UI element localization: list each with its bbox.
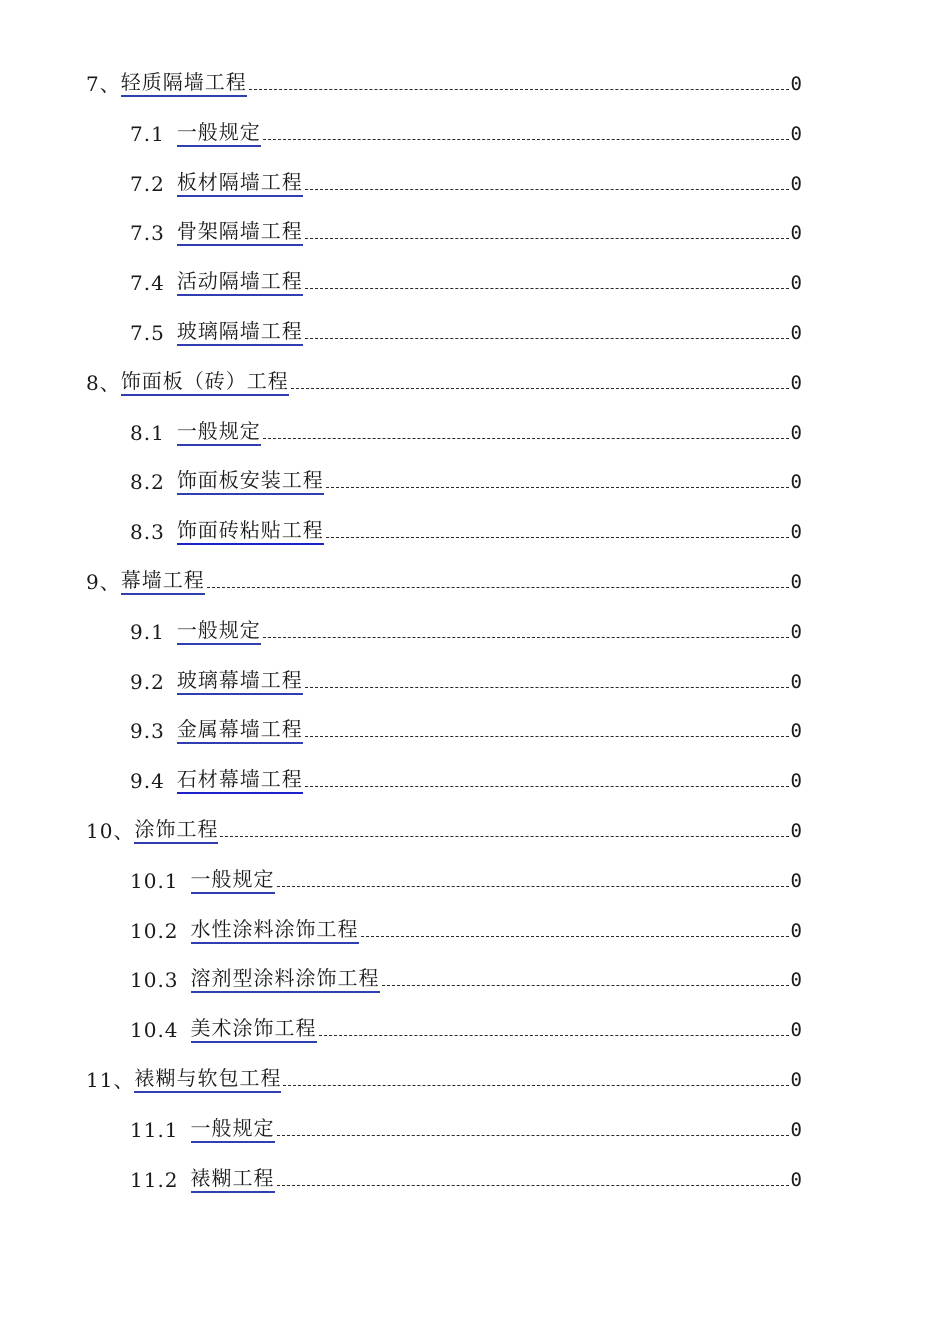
toc-entry-link[interactable]: 玻璃隔墙工程 [177, 318, 303, 346]
toc-chapter-entry[interactable] [0, 57, 950, 107]
toc-entry-number: 10、 [86, 818, 135, 843]
toc-section-entry[interactable] [0, 704, 950, 754]
dot-leader [283, 1085, 788, 1086]
toc-entry-number: 11.1 [130, 1117, 179, 1142]
toc-chapter-entry[interactable] [0, 555, 950, 605]
toc-section-entry[interactable] [0, 157, 950, 207]
toc-entry-line [130, 716, 802, 744]
toc-entry-number: 10.1 [130, 868, 179, 893]
toc-entry-line [130, 866, 802, 894]
toc-entry-line [130, 119, 802, 147]
toc-entry-line [130, 617, 802, 645]
toc-entry-line [130, 1165, 802, 1193]
toc-entry-link[interactable]: 玻璃幕墙工程 [177, 667, 303, 695]
dot-leader [305, 338, 789, 339]
toc-page-number: 0 [790, 272, 802, 295]
dot-leader [291, 388, 789, 389]
table-of-contents [0, 57, 950, 1202]
toc-entry-line [130, 965, 802, 993]
toc-entry-line [130, 766, 802, 794]
toc-entry-link[interactable]: 涂饰工程 [134, 816, 218, 844]
toc-entry-number: 8.1 [130, 420, 165, 445]
toc-section-entry[interactable] [0, 953, 950, 1003]
toc-entry-link[interactable]: 一般规定 [191, 866, 275, 894]
dot-leader [382, 985, 789, 986]
dot-leader [361, 936, 789, 937]
toc-entry-number: 8.3 [130, 520, 165, 545]
toc-entry-number: 9、 [86, 569, 121, 594]
dot-leader [249, 89, 789, 90]
toc-section-entry[interactable] [0, 306, 950, 356]
toc-page-number: 0 [790, 1168, 802, 1191]
dot-leader [305, 238, 789, 239]
toc-page-number: 0 [790, 122, 802, 145]
toc-page-number: 0 [790, 421, 802, 444]
toc-entry-number: 8、 [86, 370, 121, 395]
dot-leader [319, 1035, 789, 1036]
toc-entry-number: 10.2 [130, 918, 179, 943]
toc-entry-number: 9.3 [130, 719, 165, 744]
toc-page-number: 0 [790, 969, 802, 992]
dot-leader [263, 438, 789, 439]
toc-entry-link[interactable]: 一般规定 [177, 119, 261, 147]
toc-entry-line [130, 916, 802, 944]
toc-entry-link[interactable]: 一般规定 [177, 617, 261, 645]
toc-page-number: 0 [790, 819, 802, 842]
toc-entry-link[interactable]: 溶剂型涂料涂饰工程 [191, 965, 380, 993]
toc-entry-number: 10.3 [130, 968, 179, 993]
dot-leader [220, 836, 788, 837]
toc-entry-line [86, 816, 802, 844]
toc-page-number: 0 [790, 321, 802, 344]
dot-leader [263, 139, 789, 140]
toc-page-number: 0 [790, 869, 802, 892]
toc-entry-link[interactable]: 轻质隔墙工程 [121, 69, 247, 97]
toc-entry-line [130, 517, 802, 545]
toc-entry-link[interactable]: 裱糊工程 [191, 1165, 275, 1193]
toc-entry-line [130, 1015, 802, 1043]
toc-entry-number: 7.3 [130, 221, 165, 246]
toc-section-entry[interactable] [0, 605, 950, 655]
toc-entry-number: 7.2 [130, 171, 165, 196]
toc-entry-number: 11、 [86, 1067, 135, 1092]
toc-entry-line [86, 1065, 802, 1093]
toc-section-entry[interactable] [0, 206, 950, 256]
toc-page-number: 0 [790, 471, 802, 494]
toc-chapter-entry[interactable] [0, 1053, 950, 1103]
dot-leader [305, 189, 789, 190]
toc-entry-link[interactable]: 活动隔墙工程 [177, 268, 303, 296]
dot-leader [263, 637, 789, 638]
toc-entry-number: 7.5 [130, 320, 165, 345]
toc-page-number: 0 [790, 570, 802, 593]
toc-entry-number: 9.1 [130, 619, 165, 644]
toc-page-number: 0 [790, 720, 802, 743]
toc-page-number: 0 [790, 1019, 802, 1042]
toc-entry-link[interactable]: 石材幕墙工程 [177, 766, 303, 794]
toc-page-number: 0 [790, 670, 802, 693]
toc-section-entry[interactable] [0, 107, 950, 157]
toc-section-entry[interactable] [0, 455, 950, 505]
toc-section-entry[interactable] [0, 505, 950, 555]
toc-entry-link[interactable]: 幕墙工程 [121, 567, 205, 595]
dot-leader [305, 736, 789, 737]
toc-page-number: 0 [790, 620, 802, 643]
toc-page-number: 0 [790, 371, 802, 394]
toc-entry-line [130, 1115, 802, 1143]
toc-section-entry[interactable] [0, 256, 950, 306]
toc-section-entry[interactable] [0, 1103, 950, 1153]
toc-entry-number: 7.1 [130, 121, 165, 146]
dot-leader [305, 687, 789, 688]
dot-leader [326, 537, 789, 538]
toc-entry-line [130, 418, 802, 446]
toc-entry-line [130, 467, 802, 495]
toc-chapter-entry[interactable] [0, 356, 950, 406]
toc-entry-link[interactable]: 饰面板安装工程 [177, 467, 324, 495]
toc-entry-link[interactable]: 裱糊与软包工程 [134, 1065, 281, 1093]
toc-page-number: 0 [790, 222, 802, 245]
toc-entry-line [86, 69, 802, 97]
toc-entry-link[interactable]: 骨架隔墙工程 [177, 218, 303, 246]
toc-entry-link[interactable]: 饰面板（砖）工程 [121, 368, 289, 396]
toc-entry-link[interactable]: 水性涂料涂饰工程 [191, 916, 359, 944]
dot-leader [277, 1185, 789, 1186]
toc-page-number: 0 [790, 73, 802, 95]
toc-entry-line [130, 318, 802, 346]
toc-entry-link[interactable]: 金属幕墙工程 [177, 716, 303, 744]
toc-entry-link[interactable]: 板材隔墙工程 [177, 169, 303, 197]
dot-leader [326, 487, 789, 488]
toc-page-number: 0 [790, 919, 802, 942]
toc-section-entry[interactable] [0, 854, 950, 904]
toc-chapter-entry[interactable] [0, 804, 950, 854]
toc-entry-number: 7.4 [130, 271, 165, 296]
toc-page-number: 0 [790, 1118, 802, 1141]
toc-entry-line [130, 169, 802, 197]
toc-entry-line [130, 268, 802, 296]
toc-section-entry[interactable] [0, 1153, 950, 1203]
dot-leader [207, 587, 789, 588]
toc-page-number: 0 [790, 770, 802, 793]
toc-entry-line [130, 218, 802, 246]
toc-entry-number: 8.2 [130, 470, 165, 495]
toc-entry-line [86, 567, 802, 595]
toc-entry-link[interactable]: 一般规定 [191, 1115, 275, 1143]
toc-entry-number: 9.4 [130, 769, 165, 794]
toc-entry-number: 7、 [86, 72, 121, 96]
dot-leader [277, 1135, 789, 1136]
toc-section-entry[interactable] [0, 754, 950, 804]
dot-leader [277, 886, 789, 887]
dot-leader [305, 288, 789, 289]
toc-entry-number: 11.2 [130, 1167, 179, 1192]
toc-entry-line [86, 368, 802, 396]
toc-section-entry[interactable] [0, 1003, 950, 1053]
toc-section-entry[interactable] [0, 655, 950, 705]
toc-section-entry[interactable] [0, 904, 950, 954]
toc-entry-link[interactable]: 饰面砖粘贴工程 [177, 517, 324, 545]
toc-page-number: 0 [790, 172, 802, 195]
toc-entry-number: 10.4 [130, 1018, 179, 1043]
toc-section-entry[interactable] [0, 406, 950, 456]
toc-entry-number: 9.2 [130, 669, 165, 694]
dot-leader [305, 786, 789, 787]
toc-page-number: 0 [790, 521, 802, 544]
toc-page-number: 0 [790, 1068, 802, 1091]
toc-entry-link[interactable]: 美术涂饰工程 [191, 1015, 317, 1043]
toc-entry-link[interactable]: 一般规定 [177, 418, 261, 446]
toc-entry-line [130, 667, 802, 695]
